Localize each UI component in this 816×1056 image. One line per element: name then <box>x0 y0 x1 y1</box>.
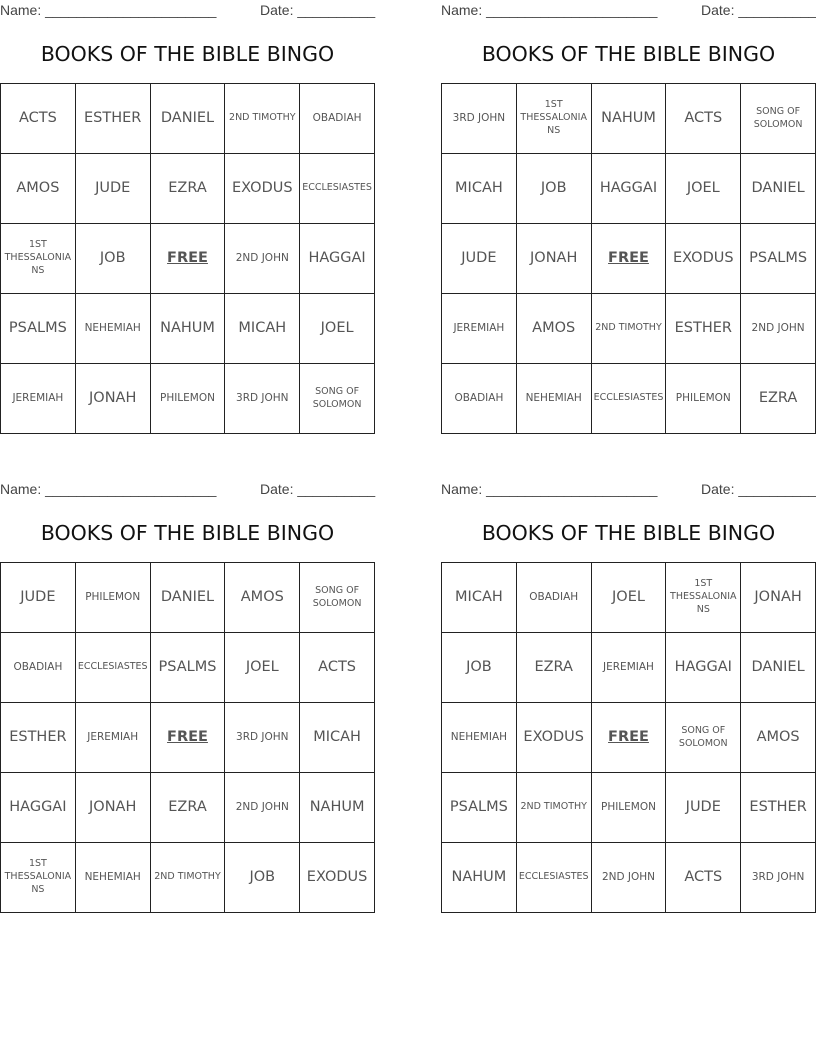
bingo-cell[interactable]: JOB <box>442 633 517 703</box>
bingo-cell[interactable]: 2ND JOHN <box>592 843 667 913</box>
bingo-cell[interactable]: JONAH <box>76 364 151 434</box>
bingo-cell[interactable]: 3RD JOHN <box>741 843 816 913</box>
bingo-cell[interactable]: JUDE <box>76 154 151 224</box>
card-title: BOOKS OF THE BIBLE BINGO <box>40 42 335 66</box>
bingo-cell[interactable]: ACTS <box>1 84 76 154</box>
bingo-cell[interactable]: MICAH <box>225 294 300 364</box>
bingo-cell[interactable]: JEREMIAH <box>76 703 151 773</box>
bingo-cell[interactable]: 3RD JOHN <box>225 703 300 773</box>
bingo-cell[interactable]: JONAH <box>517 224 592 294</box>
bingo-cell[interactable]: EXODUS <box>666 224 741 294</box>
bingo-cell[interactable]: PHILEMON <box>76 563 151 633</box>
bingo-cell[interactable]: ESTHER <box>1 703 76 773</box>
bingo-cell[interactable]: ECCLESIASTES <box>517 843 592 913</box>
bingo-cell[interactable]: ACTS <box>300 633 375 703</box>
bingo-cell[interactable]: 2ND TIMOTHY <box>151 843 226 913</box>
bingo-cell[interactable]: SONG OF SOLOMON <box>741 84 816 154</box>
bingo-cell[interactable]: NEHEMIAH <box>76 294 151 364</box>
bingo-cell[interactable]: JUDE <box>666 773 741 843</box>
name-field[interactable]: Name: ______________________ <box>0 481 217 497</box>
name-date-line <box>441 0 816 22</box>
bingo-cell[interactable]: OBADIAH <box>300 84 375 154</box>
bingo-cell[interactable]: HAGGAI <box>1 773 76 843</box>
bingo-cell[interactable]: HAGGAI <box>666 633 741 703</box>
bingo-cell[interactable]: OBADIAH <box>517 563 592 633</box>
bingo-cell[interactable]: DANIEL <box>741 633 816 703</box>
bingo-cell[interactable]: 2ND JOHN <box>741 294 816 364</box>
bingo-cell[interactable]: JOB <box>517 154 592 224</box>
bingo-cell[interactable]: JEREMIAH <box>592 633 667 703</box>
bingo-cell[interactable]: ACTS <box>666 84 741 154</box>
name-field[interactable]: Name: ______________________ <box>441 481 658 497</box>
bingo-cell[interactable]: DANIEL <box>151 84 226 154</box>
bingo-cell[interactable]: PHILEMON <box>592 773 667 843</box>
bingo-cell[interactable]: NAHUM <box>151 294 226 364</box>
bingo-cell[interactable]: 2ND JOHN <box>225 224 300 294</box>
bingo-cell[interactable]: PSALMS <box>442 773 517 843</box>
bingo-cell[interactable]: JUDE <box>442 224 517 294</box>
bingo-cell[interactable]: ACTS <box>666 843 741 913</box>
bingo-cell[interactable]: OBADIAH <box>442 364 517 434</box>
bingo-cell[interactable]: NAHUM <box>300 773 375 843</box>
bingo-cell[interactable]: NEHEMIAH <box>442 703 517 773</box>
bingo-cell[interactable]: JONAH <box>76 773 151 843</box>
date-field[interactable]: Date: __________ <box>701 481 816 497</box>
bingo-grid <box>441 83 816 434</box>
date-field[interactable]: Date: __________ <box>260 481 376 497</box>
bingo-cell[interactable]: JOEL <box>225 633 300 703</box>
free-space-cell[interactable]: FREE <box>592 224 667 294</box>
bingo-cell[interactable]: JEREMIAH <box>1 364 76 434</box>
bingo-cell[interactable]: MICAH <box>300 703 375 773</box>
bingo-cell[interactable]: PSALMS <box>151 633 226 703</box>
name-date-line <box>0 479 375 501</box>
bingo-cell[interactable]: DANIEL <box>741 154 816 224</box>
bingo-cell[interactable]: EXODUS <box>300 843 375 913</box>
bingo-cell[interactable]: 2ND TIMOTHY <box>517 773 592 843</box>
bingo-cell[interactable]: NAHUM <box>592 84 667 154</box>
card-title: BOOKS OF THE BIBLE BINGO <box>481 521 776 545</box>
name-date-line <box>441 479 816 501</box>
bingo-cell[interactable]: NEHEMIAH <box>76 843 151 913</box>
bingo-cell[interactable]: ESTHER <box>741 773 816 843</box>
free-space-cell[interactable]: FREE <box>151 224 226 294</box>
bingo-cell[interactable]: JOEL <box>666 154 741 224</box>
bingo-cell[interactable]: PHILEMON <box>151 364 226 434</box>
bingo-cell[interactable]: EXODUS <box>225 154 300 224</box>
bingo-cell[interactable]: PSALMS <box>741 224 816 294</box>
bingo-cell[interactable]: EZRA <box>517 633 592 703</box>
bingo-cell[interactable]: NAHUM <box>442 843 517 913</box>
bingo-cell[interactable]: MICAH <box>442 563 517 633</box>
bingo-cell[interactable]: AMOS <box>517 294 592 364</box>
bingo-cell[interactable]: EZRA <box>741 364 816 434</box>
bingo-cell[interactable]: OBADIAH <box>1 633 76 703</box>
bingo-grid <box>441 562 816 913</box>
name-date-line <box>0 0 375 22</box>
bingo-cell[interactable]: JOEL <box>300 294 375 364</box>
date-field[interactable]: Date: __________ <box>260 2 376 18</box>
bingo-grid <box>0 83 375 434</box>
card-title: BOOKS OF THE BIBLE BINGO <box>40 521 335 545</box>
bingo-grid <box>0 562 375 913</box>
bingo-cell[interactable]: JOEL <box>592 563 667 633</box>
bingo-cell[interactable]: JUDE <box>1 563 76 633</box>
bingo-cell[interactable]: 1ST THESSALONIA NS <box>1 224 76 294</box>
bingo-cell[interactable]: AMOS <box>1 154 76 224</box>
card-title: BOOKS OF THE BIBLE BINGO <box>481 42 776 66</box>
name-field[interactable]: Name: ______________________ <box>0 2 217 18</box>
bingo-cell[interactable]: ESTHER <box>76 84 151 154</box>
bingo-cell[interactable]: EZRA <box>151 773 226 843</box>
bingo-cell[interactable]: SONG OF SOLOMON <box>666 703 741 773</box>
bingo-cell[interactable]: ECCLESIASTES <box>300 154 375 224</box>
bingo-cell[interactable]: ECCLESIASTES <box>592 364 667 434</box>
bingo-cell[interactable]: ECCLESIASTES <box>76 633 151 703</box>
bingo-cell[interactable]: AMOS <box>225 563 300 633</box>
free-space-cell[interactable]: FREE <box>151 703 226 773</box>
bingo-cell[interactable]: DANIEL <box>151 563 226 633</box>
bingo-cell[interactable]: JEREMIAH <box>442 294 517 364</box>
bingo-cell[interactable]: EXODUS <box>517 703 592 773</box>
bingo-cell[interactable]: 3RD JOHN <box>225 364 300 434</box>
name-field[interactable]: Name: ______________________ <box>441 2 658 18</box>
bingo-cell[interactable]: NEHEMIAH <box>517 364 592 434</box>
bingo-cell[interactable]: 1ST THESSALONIA NS <box>666 563 741 633</box>
bingo-cell[interactable]: SONG OF SOLOMON <box>300 364 375 434</box>
date-field[interactable]: Date: __________ <box>701 2 816 18</box>
bingo-cell[interactable]: 2ND TIMOTHY <box>592 294 667 364</box>
bingo-cell[interactable]: EZRA <box>151 154 226 224</box>
bingo-cell[interactable]: JONAH <box>741 563 816 633</box>
bingo-cell[interactable]: 3RD JOHN <box>442 84 517 154</box>
bingo-cell[interactable]: HAGGAI <box>300 224 375 294</box>
bingo-cell[interactable]: ESTHER <box>666 294 741 364</box>
bingo-cell[interactable]: 2ND TIMOTHY <box>225 84 300 154</box>
bingo-cell[interactable]: SONG OF SOLOMON <box>300 563 375 633</box>
bingo-cell[interactable]: 1ST THESSALONIA NS <box>1 843 76 913</box>
bingo-cell[interactable]: PSALMS <box>1 294 76 364</box>
bingo-cell[interactable]: MICAH <box>442 154 517 224</box>
bingo-cell[interactable]: JOB <box>76 224 151 294</box>
bingo-cell[interactable]: 2ND JOHN <box>225 773 300 843</box>
free-space-cell[interactable]: FREE <box>592 703 667 773</box>
bingo-cell[interactable]: PHILEMON <box>666 364 741 434</box>
bingo-cell[interactable]: AMOS <box>741 703 816 773</box>
bingo-cell[interactable]: 1ST THESSALONIA NS <box>517 84 592 154</box>
bingo-cell[interactable]: HAGGAI <box>592 154 667 224</box>
bingo-cell[interactable]: JOB <box>225 843 300 913</box>
